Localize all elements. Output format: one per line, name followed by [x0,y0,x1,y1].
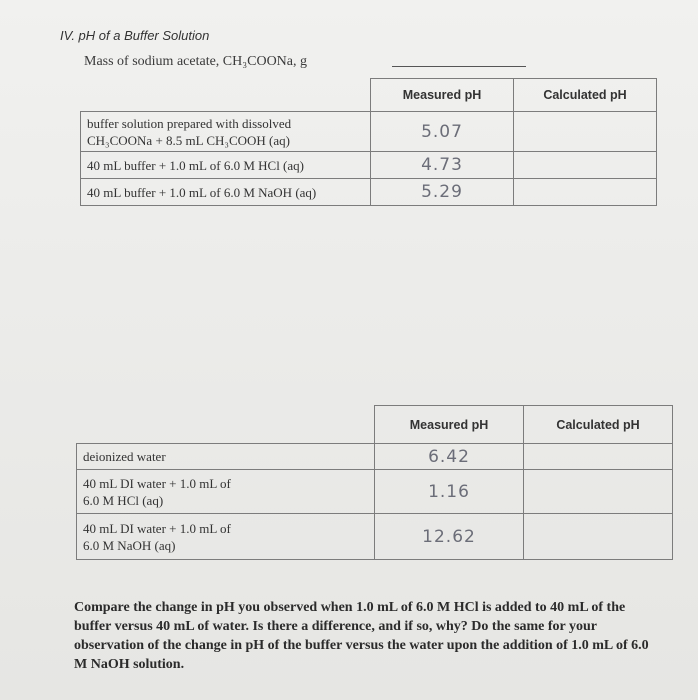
row-label [81,112,371,152]
empty-cell [77,406,375,444]
row-label-line: 40 mL DI water + 1.0 mL of [83,475,231,491]
table-row [77,470,673,514]
row-label: 40 mL buffer + 1.0 mL of 6.0 M NaOH (aq) [81,179,371,206]
row-label-line: buffer solution prepared with dissolved [87,115,292,131]
row-label: 40 mL buffer + 1.0 mL of 6.0 M HCl (aq) [81,152,371,179]
table-row [81,179,657,206]
row-label: deionized water [77,444,375,470]
row-label-line: 6.0 M HCl (aq) [83,492,164,508]
buffer-table [80,78,657,206]
section-title: IV. pH of a Buffer Solution [60,28,210,43]
table-row [77,514,673,560]
calculated-ph-value[interactable] [524,470,673,514]
measured-ph-header: Measured pH [371,79,514,112]
table-row [81,112,657,152]
table-header-row [81,79,657,112]
row-label-line: CH₃COONa + 8.5 mL CH₃COOH (aq) [87,132,290,148]
calculated-ph-value[interactable] [524,514,673,560]
table-row [81,152,657,179]
row-label-line: 40 mL DI water + 1.0 mL of [83,520,231,536]
row-label [77,470,375,514]
calculated-ph-value[interactable] [524,444,673,470]
calculated-ph-header: Calculated pH [524,406,673,444]
table-header-row [77,406,673,444]
calculated-ph-value[interactable] [514,152,657,179]
row-label [77,514,375,560]
measured-ph-header: Measured pH [375,406,524,444]
measured-ph-value[interactable]: 12.62 [375,514,524,560]
empty-cell [81,79,371,112]
calculated-ph-value[interactable] [514,112,657,152]
mass-answer-line[interactable] [392,66,526,67]
table-row [77,444,673,470]
question-text: Compare the change in pH you observed when 1.0 mL of 6.0 M HCl is added to 40 mL of the buffer versus 40 mL of water. Is there a difference, and if so, why? Do the same for your observation of the change in pH of the buffer versus the water upon the addition of 1.0 mL of 6.0 M NaOH solution. [74,600,649,672]
measured-ph-value[interactable]: 1.16 [375,470,524,514]
row-label-line: 6.0 M NaOH (aq) [83,537,176,553]
measured-ph-value[interactable]: 5.07 [371,112,514,152]
calculated-ph-value[interactable] [514,179,657,206]
mass-label: Mass of sodium acetate, CH₃COONa, g [84,54,308,69]
measured-ph-value[interactable]: 4.73 [371,152,514,179]
calculated-ph-header: Calculated pH [514,79,657,112]
water-table [76,405,673,560]
measured-ph-value[interactable]: 5.29 [371,179,514,206]
measured-ph-value[interactable]: 6.42 [375,444,524,470]
